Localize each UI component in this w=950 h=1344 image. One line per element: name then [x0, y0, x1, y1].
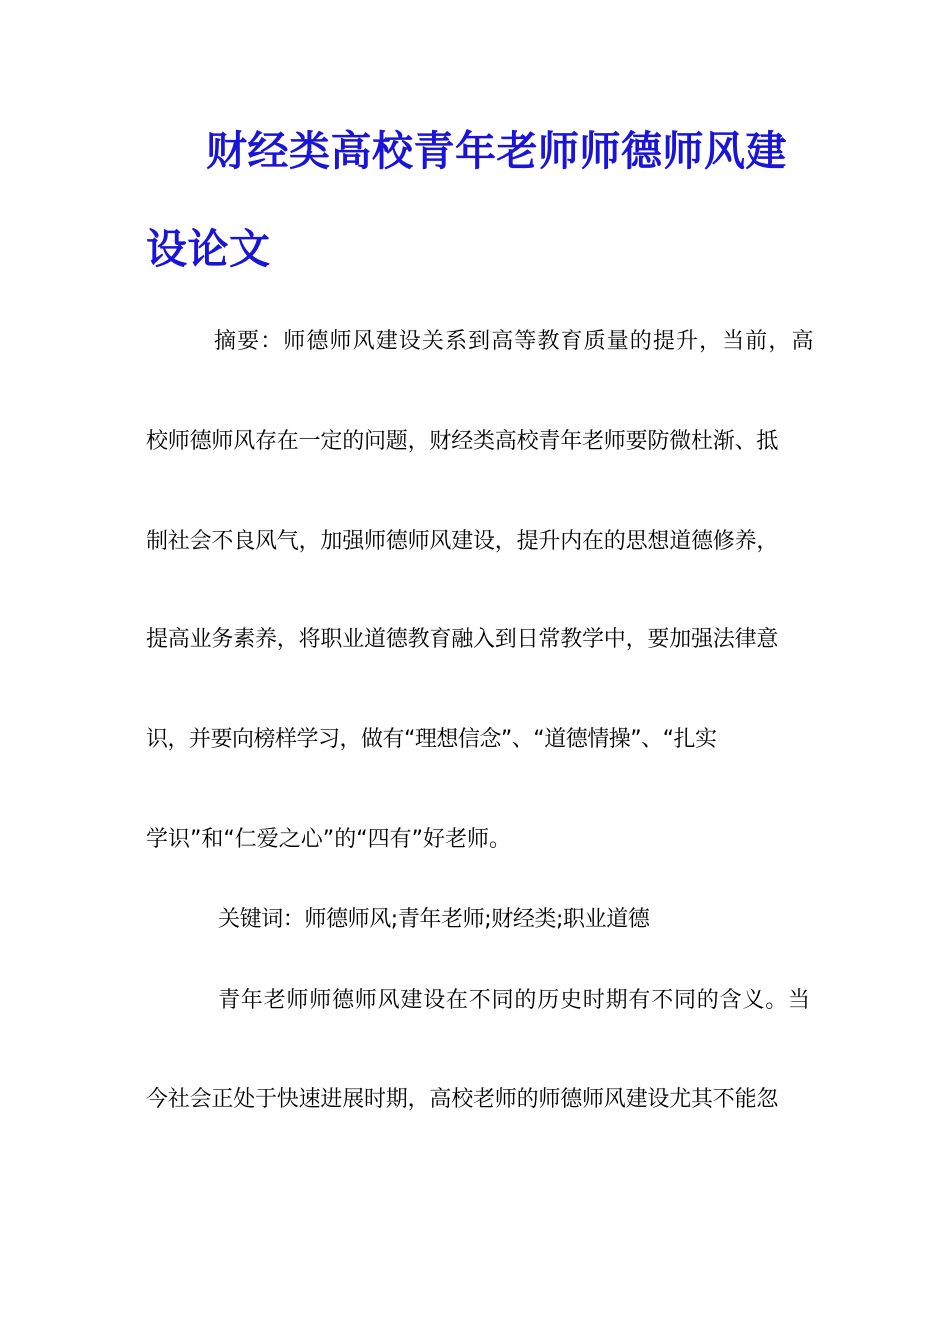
- abstract-line-1: 摘要：师德师风建设关系到高等教育质量的提升，当前，高: [214, 329, 815, 354]
- body-paragraph-line-2: 今社会正处于快速进展时期，高校老师的师德师风建设尤其不能忽: [146, 1087, 779, 1112]
- abstract-line-2: 校师德师风存在一定的问题，财经类高校青年老师要防微杜渐、抵: [146, 429, 779, 454]
- abstract-line-6: 学识”和“仁爱之心”的“四有”好老师。: [146, 827, 511, 852]
- abstract-line-5: 识，并要向榜样学习，做有“理想信念”、“道德情操”、“扎实: [146, 727, 717, 752]
- abstract-line-3: 制社会不良风气，加强师德师风建设，提升内在的思想道德修养，: [146, 529, 779, 554]
- abstract-line-4: 提高业务素养，将职业道德教育融入到日常教学中，要加强法律意: [146, 627, 779, 652]
- document-title-line-1: 财经类高校青年老师师德师风建: [206, 127, 787, 175]
- document-title-line-2: 设论文: [146, 225, 271, 273]
- body-paragraph-line-1: 青年老师师德师风建设在不同的历史时期有不同的含义。当: [218, 988, 811, 1013]
- keywords-line: 关键词：师德师风;青年老师;财经类;职业道德: [218, 907, 650, 932]
